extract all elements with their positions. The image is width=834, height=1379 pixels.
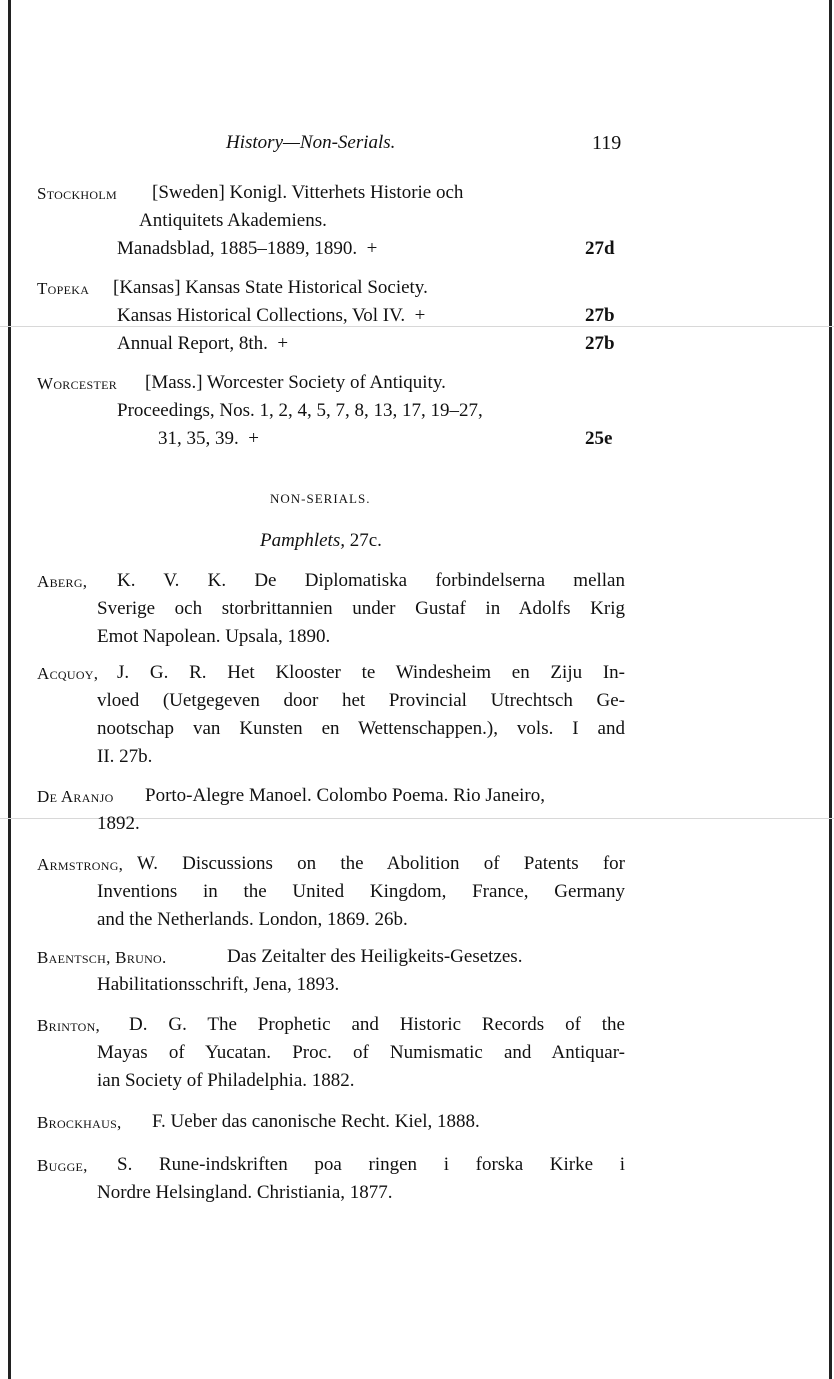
entry-line: Habilitationsschrift, Jena, 1893. [97, 974, 340, 995]
entry-line: 1892. [97, 813, 140, 834]
subheading-shelf: 27c. [349, 530, 382, 551]
entry-title: Manadsblad, 1885–1889, 1890. + [117, 238, 378, 259]
entry-line: S. Rune-indskriften poa ringen i forska Kirke i [117, 1154, 625, 1175]
entry-line: Porto-Alegre Manoel. Colombo Poema. Rio Janeiro, [145, 785, 545, 806]
entry-line: Inventions in the United Kingdom, France, Germany [97, 881, 625, 902]
shelf-mark: 27b [585, 305, 615, 326]
fold-line [0, 326, 834, 327]
entry-line: Mayas of Yucatan. Proc. of Numismatic and Antiquar- [97, 1042, 625, 1063]
entry-heading: Armstrong, [37, 855, 124, 874]
entry-line: Antiquitets Akademiens. [139, 210, 327, 231]
entry-line: [Kansas] Kansas State Historical Society. [113, 277, 428, 298]
shelf-mark: 25e [585, 428, 613, 449]
entry-line: II. 27b. [97, 746, 153, 767]
entry-heading: Brockhaus, [37, 1113, 122, 1132]
entry-heading: De Aranjo [37, 787, 114, 806]
entry-heading: Stockholm [37, 184, 117, 203]
entry-line: [Sweden] Konigl. Vitterhets Historie och [152, 182, 464, 203]
entry-line: K. V. K. De Diplomatiska forbindelserna mellan [117, 570, 625, 591]
subheading [260, 530, 382, 552]
entry-line: ian Society of Philadelphia. 1882. [97, 1070, 355, 1091]
entry-line: Proceedings, Nos. 1, 2, 4, 5, 7, 8, 13, 17, 19–27, [117, 400, 483, 421]
entry-line: and the Netherlands. London, 1869. 26b. [97, 909, 408, 930]
entry-line: Emot Napolean. Upsala, 1890. [97, 626, 331, 647]
entry-line: Sverige och storbrittannien under Gustaf in Adolfs Krig [97, 598, 625, 619]
page-border-right [829, 0, 832, 1379]
entry-line: D. G. The Prophetic and Historic Records of the [129, 1014, 625, 1035]
entry-heading: Acquoy, [37, 664, 99, 683]
running-head: History—Non-Serials. [226, 132, 396, 153]
entry-title: Kansas Historical Collections, Vol IV. + [117, 305, 426, 326]
shelf-mark: 27b [585, 333, 615, 354]
entry-heading: Worcester [37, 374, 118, 393]
shelf-mark: 27d [585, 238, 615, 259]
entry-title: Annual Report, 8th. + [117, 333, 289, 354]
entry-heading: Baentsch, Bruno. [37, 948, 167, 967]
page-header [0, 132, 834, 162]
entry-line: Das Zeitalter des Heiligkeits-Gesetzes. [227, 946, 523, 967]
entry-heading: Brinton, [37, 1016, 101, 1035]
entry-line: vloed (Uetgegeven door het Provincial Utrechtsch Ge- [97, 690, 625, 711]
subheading-label: Pamphlets, [260, 530, 345, 551]
entry-heading: Topeka [37, 279, 90, 298]
page-number: 119 [592, 132, 622, 154]
entry-line: J. G. R. Het Klooster te Windesheim en Ziju In- [117, 662, 625, 683]
entry-heading: Aberg, [37, 572, 88, 591]
entry-line: F. Ueber das canonische Recht. Kiel, 1888. [152, 1111, 480, 1132]
entry-line: nootschap van Kunsten en Wettenschappen.), vols. I and [97, 718, 625, 739]
section-heading: NON-SERIALS. [270, 491, 371, 506]
entry-line: 31, 35, 39. + [158, 428, 259, 449]
entry-heading: Bugge, [37, 1156, 88, 1175]
entry-line: [Mass.] Worcester Society of Antiquity. [145, 372, 446, 393]
entry-line: W. Discussions on the Abolition of Patents for [137, 853, 625, 874]
entry-line: Nordre Helsingland. Christiania, 1877. [97, 1182, 393, 1203]
page-border-left [8, 0, 11, 1379]
